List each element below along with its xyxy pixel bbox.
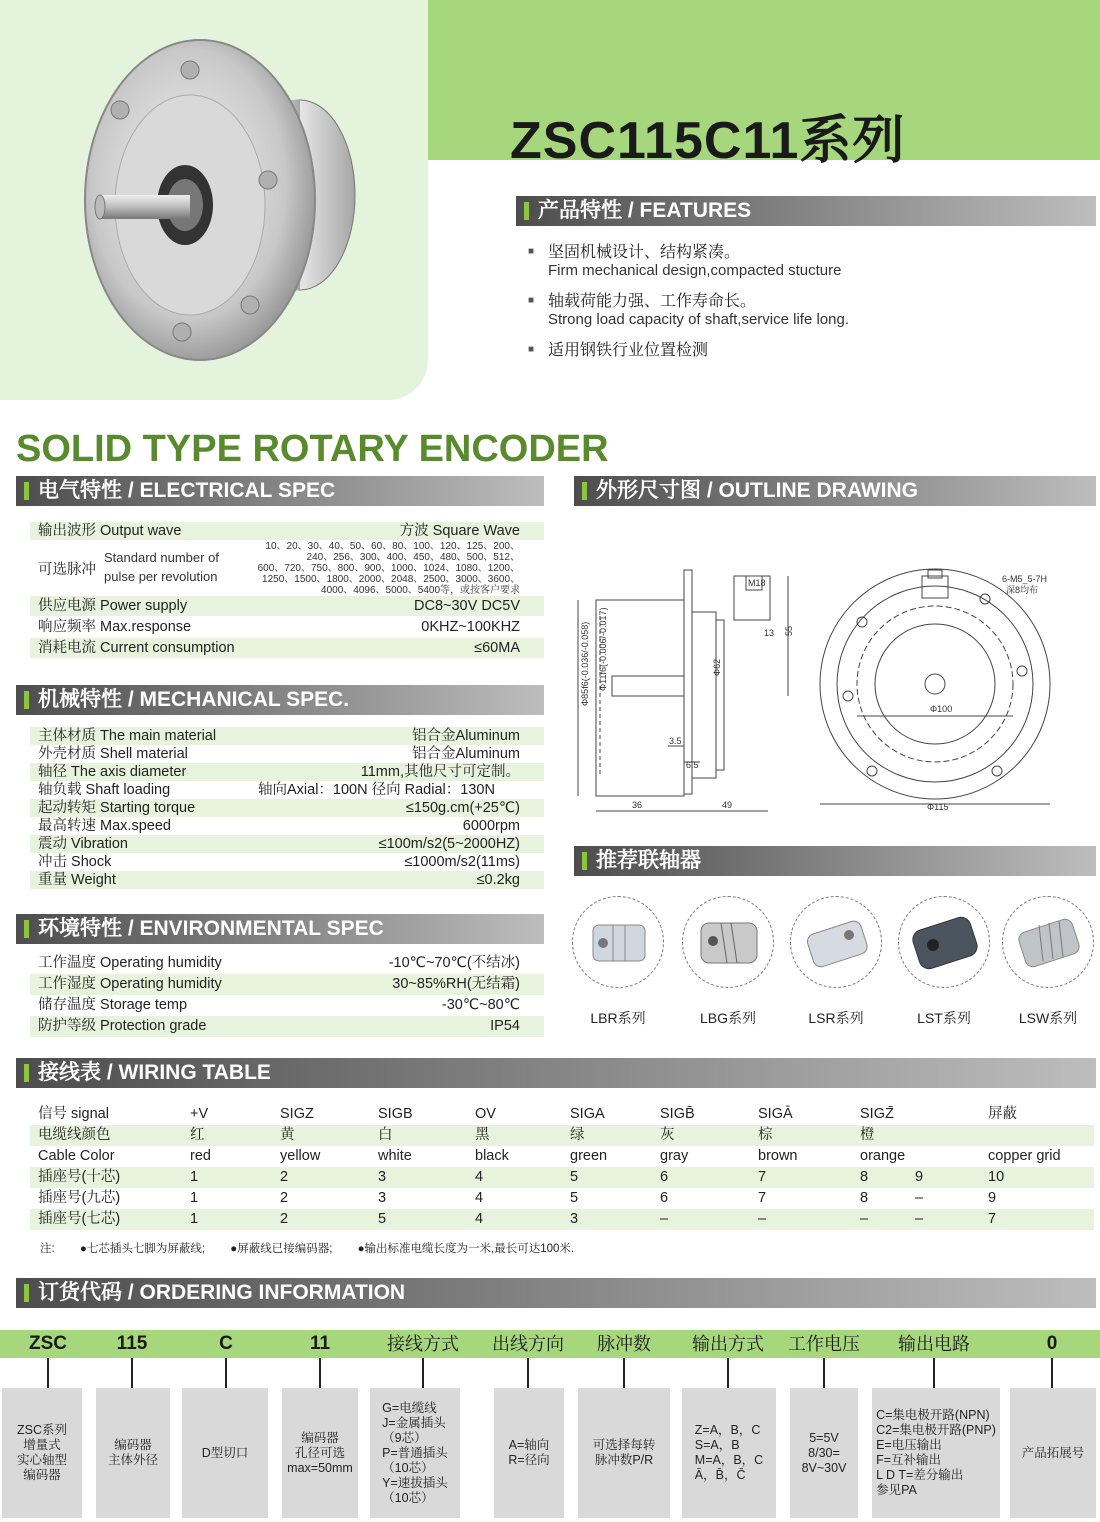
spec-value: IP54 xyxy=(490,1018,520,1034)
spec-row xyxy=(30,763,544,781)
wiring-row-label: 信号 signal xyxy=(38,1106,109,1122)
feature-item xyxy=(528,244,1088,279)
ordering-code: 11 xyxy=(309,1333,331,1354)
spec-row xyxy=(30,799,544,817)
wiring-cell: red xyxy=(190,1148,211,1164)
spec-label: 工作温度 Operating humidity xyxy=(38,955,222,971)
ordering-option-line: max=50mm xyxy=(287,1460,353,1475)
ordering-option-line: C2=集电极开路(PNP) xyxy=(876,1423,996,1437)
wiring-row xyxy=(30,1104,1094,1125)
wiring-cell: 4 xyxy=(475,1190,484,1206)
ordering-option-line: （10芯） xyxy=(382,1490,434,1505)
ordering-option-line: 主体外径 xyxy=(107,1453,158,1467)
ordering-option-line: ZSC系列 xyxy=(16,1423,67,1437)
wiring-cell: – xyxy=(758,1211,767,1227)
dim-holes-depth: 深8均布 xyxy=(1006,585,1039,595)
feature-cn: 坚固机械设计、结构紧凑。 xyxy=(548,244,741,261)
wiring-cell: 8 xyxy=(860,1169,869,1185)
coupling-image xyxy=(790,896,882,988)
wiring-cell: 1 xyxy=(190,1169,199,1185)
ordering-connector xyxy=(319,1358,321,1388)
ordering-option-line: D型切口 xyxy=(201,1445,249,1460)
wiring-cell: yellow xyxy=(280,1148,321,1164)
coupling-name: LST系列 xyxy=(917,1010,971,1026)
ordering-option-line: J=金属插头 xyxy=(382,1415,446,1430)
spec-label: 起动转矩 Starting torque xyxy=(38,800,196,816)
wiring-cell: 棕 xyxy=(758,1127,773,1143)
series-title: ZSC115C11系列 xyxy=(510,112,906,170)
wiring-cell: 黄 xyxy=(280,1127,295,1143)
dim-phi62: Φ62 xyxy=(712,658,722,676)
ordering-option-box xyxy=(182,1388,268,1518)
drawing-front-flange xyxy=(820,569,1050,799)
wiring-cell: brown xyxy=(758,1148,798,1164)
wiring-cell: 3 xyxy=(378,1190,387,1206)
wiring-cell: 4 xyxy=(475,1211,484,1227)
wiring-cell: 10 xyxy=(988,1169,1005,1185)
feature-cn: 轴载荷能力强、工作寿命长。 xyxy=(548,293,757,310)
spec-row xyxy=(30,995,544,1016)
coupling-name: LSR系列 xyxy=(808,1010,864,1026)
dim-36: 36 xyxy=(632,800,643,810)
pulse-values-line: 240、256、300、400、450、480、500、512、 xyxy=(306,552,520,563)
spec-label: 输出波形 Output wave xyxy=(38,523,182,539)
wiring-cell: green xyxy=(570,1148,608,1164)
wiring-row xyxy=(30,1209,1094,1230)
wiring-cell: 橙 xyxy=(860,1127,875,1143)
ordering-option-box xyxy=(1010,1388,1096,1518)
features-heading: 产品特性 / FEATURES xyxy=(516,196,1096,226)
wiring-cell: 7 xyxy=(988,1211,997,1227)
coupling-image xyxy=(898,896,990,988)
spec-row xyxy=(30,1016,544,1037)
wiring-cell: 2 xyxy=(280,1211,289,1227)
spec-value: 铝合金Aluminum xyxy=(412,746,520,762)
ordering-option-line: R=径向 xyxy=(508,1453,550,1467)
wiring-cell: 6 xyxy=(660,1169,669,1185)
ordering-code: 0 xyxy=(1046,1333,1058,1354)
ordering-connector xyxy=(1051,1358,1053,1388)
spec-value: 11mm,其他尺寸可定制。 xyxy=(360,764,520,780)
wiring-row-label: 插座号(七芯) xyxy=(38,1211,121,1227)
dim-holes: 6-M5_5-7H xyxy=(1002,574,1048,584)
wiring-cell: SIGA xyxy=(570,1106,605,1122)
spec-mid-value: 轴向Axial：100N 径向 Radial：130N xyxy=(258,782,495,798)
ordering-option-line: 编码器 xyxy=(23,1468,61,1482)
coupling-name: LSW系列 xyxy=(1018,1010,1078,1026)
ordering-option-line: （10芯） xyxy=(382,1460,434,1475)
feature-item xyxy=(528,342,1088,360)
wiring-cell: 绿 xyxy=(570,1127,585,1143)
ordering-option-line: 编码器 xyxy=(114,1438,152,1452)
dim-phi115: Φ115 xyxy=(927,802,949,812)
ordering-option-line: 8V~30V xyxy=(801,1460,847,1475)
ordering-connector xyxy=(933,1358,935,1388)
coupling-item xyxy=(894,896,994,1028)
pulse-values xyxy=(220,541,520,596)
coupling-item xyxy=(568,896,668,1028)
ordering-option-box xyxy=(2,1388,82,1518)
dim-6-5: 6.5 xyxy=(686,760,699,770)
ordering-option-box xyxy=(872,1388,1000,1518)
wiring-cell: 红 xyxy=(190,1127,205,1143)
pulse-label: 可选脉冲 xyxy=(38,562,96,578)
square-bullet-icon: ■ xyxy=(528,344,535,355)
spec-label: 主体材质 The main material xyxy=(38,728,217,744)
drawing-heading: 外形尺寸图 / OUTLINE DRAWING xyxy=(574,476,1096,506)
spec-row xyxy=(30,853,544,871)
coupling-image xyxy=(682,896,774,988)
note-item: ●输出标准电缆长度为一米,最长可达100米. xyxy=(357,1243,575,1255)
ordering-option-line: A=轴向 xyxy=(508,1438,550,1452)
spec-value: ≤60MA xyxy=(474,640,520,656)
dim-phi11: Φ11f6(-0.006/-0.017) xyxy=(598,607,608,691)
wiring-cell: – xyxy=(860,1211,869,1227)
square-bullet-icon: ■ xyxy=(528,295,535,306)
dim-phi100: Φ100 xyxy=(930,704,953,714)
mechanical-heading: 机械特性 / MECHANICAL SPEC. xyxy=(16,685,544,715)
square-bullet-icon: ■ xyxy=(528,246,535,257)
wiring-cell: 9 xyxy=(988,1190,997,1206)
ordering-option-box xyxy=(282,1388,358,1518)
spec-value: -10℃~70℃(不结冰) xyxy=(388,955,520,971)
coupling-item xyxy=(678,896,778,1028)
wiring-table xyxy=(30,1104,1094,1230)
feature-item xyxy=(528,293,1088,328)
spec-label: 储存温度 Storage temp xyxy=(38,997,188,1013)
ordering-option-line: 增量式 xyxy=(23,1438,61,1452)
environmental-heading: 环境特性 / ENVIRONMENTAL SPEC xyxy=(16,914,544,944)
ordering-heading: 订货代码 / ORDERING INFORMATION xyxy=(16,1278,1096,1308)
dim-49: 49 xyxy=(722,800,733,810)
environmental-table xyxy=(30,953,544,1037)
wiring-row-label: Cable Color xyxy=(38,1148,115,1164)
spec-row xyxy=(30,817,544,835)
spec-value: 0KHZ~100KHZ xyxy=(421,619,520,635)
wiring-cell: 1 xyxy=(190,1211,199,1227)
spec-label: 供应电源 Power supply xyxy=(38,598,188,614)
couplings-row xyxy=(568,896,1098,1036)
spec-row xyxy=(30,522,544,540)
spec-label: 防护等级 Protection grade xyxy=(38,1018,207,1034)
note-item: ●七芯插头七脚为屏蔽线; xyxy=(79,1243,206,1255)
spec-value: ≤1000m/s2(11ms) xyxy=(404,854,520,870)
wiring-cell: – xyxy=(915,1190,924,1206)
couplings-heading: 推荐联轴器 xyxy=(574,846,1096,876)
wiring-row xyxy=(30,1125,1094,1146)
wiring-cell: 5 xyxy=(378,1211,387,1227)
ordering-option-line: L D T=差分输出 xyxy=(876,1468,964,1482)
pulse-values-line: 4000、4096、5000、5400等，或按客户要求 xyxy=(321,585,520,596)
ordering-option-line: 可选择每转 xyxy=(592,1438,656,1452)
wiring-cell: 3 xyxy=(570,1211,579,1227)
spec-label: 轴负载 Shaft loading xyxy=(38,782,171,798)
ordering-option-line: 孔径可选 xyxy=(294,1445,345,1460)
ordering-code: 出线方向 xyxy=(492,1334,564,1354)
wiring-cell: 1 xyxy=(190,1190,199,1206)
ordering-code: 输出电路 xyxy=(898,1334,970,1354)
ordering-connector xyxy=(823,1358,825,1388)
spec-row xyxy=(30,781,544,799)
wiring-cell: 6 xyxy=(660,1190,669,1206)
ordering-code: 脉冲数 xyxy=(597,1334,651,1354)
pulse-values-line: 1250、1500、1800、2000、2048、2500、3000、3600、 xyxy=(262,574,520,585)
wiring-cell: orange xyxy=(860,1148,906,1164)
spec-value: DC8~30V DC5V xyxy=(414,598,520,614)
outline-drawing xyxy=(572,546,1092,818)
note-item: ●屏蔽线已接编码器; xyxy=(230,1243,333,1255)
wiring-row xyxy=(30,1188,1094,1209)
wiring-row xyxy=(30,1167,1094,1188)
spec-row xyxy=(30,727,544,745)
pulse-label-en: Standard number of pulse per revolution xyxy=(104,550,219,584)
ordering-option-line: 实心轴型 xyxy=(16,1453,67,1467)
wiring-row-label: 插座号(九芯) xyxy=(38,1190,121,1206)
wiring-cell: SIGĀ xyxy=(758,1106,793,1122)
ordering-option-box xyxy=(370,1388,460,1518)
spec-value: ≤150g.cm(+25℃) xyxy=(405,800,520,816)
ordering-option-line: 5=5V xyxy=(809,1430,839,1445)
coupling-item xyxy=(786,896,886,1028)
ordering-option-line: S=A，B xyxy=(694,1438,740,1452)
ordering-option-line: 8/30= xyxy=(808,1445,840,1460)
spec-label: 重量 Weight xyxy=(38,872,116,888)
ordering-code: 输出方式 xyxy=(692,1334,764,1354)
pulse-values-line: 10、20、30、40、50、60、80、100、120、125、200、 xyxy=(265,541,520,552)
spec-value: -30℃~80℃ xyxy=(441,997,520,1013)
ordering-connector xyxy=(727,1358,729,1388)
wiring-cell: 5 xyxy=(570,1190,579,1206)
wiring-cell: – xyxy=(660,1211,669,1227)
wiring-cell: OV xyxy=(475,1106,496,1122)
wiring-heading: 接线表 / WIRING TABLE xyxy=(16,1058,1096,1088)
ordering-connector xyxy=(422,1358,424,1388)
drawing-side-body xyxy=(596,600,684,796)
spec-row xyxy=(30,745,544,763)
dim-m18: M18 xyxy=(748,578,766,588)
wiring-cell: gray xyxy=(660,1148,689,1164)
note-label: 注: xyxy=(40,1243,55,1255)
pulse-values-line: 600、720、750、800、900、1000、1024、1080、1200、 xyxy=(257,563,520,574)
ordering-option-line: （9芯） xyxy=(382,1430,427,1445)
ordering-code: 工作电压 xyxy=(788,1334,860,1354)
ordering-option-box xyxy=(578,1388,670,1518)
spec-value: 铝合金Aluminum xyxy=(412,728,520,744)
coupling-name: LBR系列 xyxy=(590,1010,646,1026)
coupling-name: LBG系列 xyxy=(699,1010,756,1026)
coupling-image xyxy=(572,896,664,988)
wiring-cell: 2 xyxy=(280,1190,289,1206)
wiring-cell: copper grid xyxy=(988,1148,1061,1164)
spec-label: 冲击 Shock xyxy=(38,854,112,870)
feature-en: Strong load capacity of shaft,service life long. xyxy=(548,311,849,328)
wiring-cell: SIGZ xyxy=(280,1106,314,1122)
ordering-connector xyxy=(225,1358,227,1388)
spec-label: 轴径 The axis diameter xyxy=(38,764,187,780)
spec-row xyxy=(30,638,544,658)
spec-value: 6000rpm xyxy=(462,818,520,834)
spec-value: ≤0.2kg xyxy=(476,872,520,888)
ordering-option-line: Ā，B̄，C̄ xyxy=(694,1468,746,1482)
pulse-row xyxy=(30,540,544,596)
ordering-code: 接线方式 xyxy=(387,1334,459,1354)
ordering-option-line: Z=A，B，C xyxy=(694,1423,761,1437)
wiring-cell: 3 xyxy=(378,1169,387,1185)
ordering-option-line: 编码器 xyxy=(301,1430,339,1445)
ordering-option-line: E=电压输出 xyxy=(876,1438,942,1452)
wiring-cell: 2 xyxy=(280,1169,289,1185)
feature-en: Firm mechanical design,compacted stucture xyxy=(548,262,842,279)
ordering-code: ZSC xyxy=(29,1333,67,1354)
wiring-cell: SIGB xyxy=(378,1106,413,1122)
electrical-table xyxy=(30,522,544,658)
wiring-row xyxy=(30,1146,1094,1167)
dim-55: 55 xyxy=(784,625,794,636)
wiring-cell: white xyxy=(378,1148,412,1164)
ordering-option-box xyxy=(682,1388,776,1518)
ordering-option-line: M=A，B，C xyxy=(694,1453,764,1467)
wiring-cell: 8 xyxy=(860,1190,869,1206)
spec-label: 工作湿度 Operating humidity xyxy=(38,976,222,992)
ordering-option-line: 参见PA xyxy=(876,1483,917,1497)
wiring-cell: black xyxy=(475,1148,509,1164)
spec-row xyxy=(30,974,544,995)
wiring-cell: +V xyxy=(190,1106,209,1122)
spec-value: 30~85%RH(无结霜) xyxy=(392,976,520,992)
features-list xyxy=(528,244,1088,374)
feature-cn: 适用钢铁行业位置检测 xyxy=(548,342,709,359)
ordering-option-box xyxy=(96,1388,170,1518)
spec-label: 最高转速 Max.speed xyxy=(38,818,171,834)
spec-row xyxy=(30,953,544,974)
dim-13: 13 xyxy=(764,628,775,638)
spec-row xyxy=(30,871,544,889)
spec-row xyxy=(30,616,544,638)
spec-value: ≤100m/s2(5~2000HZ) xyxy=(378,836,520,852)
ordering-option-line: C=集电极开路(NPN) xyxy=(876,1408,990,1422)
spec-label: 外壳材质 Shell material xyxy=(38,746,188,762)
spec-label: 响应频率 Max.response xyxy=(38,619,192,635)
ordering-option-line: 产品拓展号 xyxy=(1021,1445,1085,1460)
spec-row xyxy=(30,835,544,853)
ordering-option-box xyxy=(494,1388,564,1518)
spec-value: 方波 Square Wave xyxy=(399,523,520,539)
wiring-cell: 5 xyxy=(570,1169,579,1185)
ordering-option-box xyxy=(790,1388,858,1518)
mechanical-table xyxy=(30,727,544,889)
encoder-product-image xyxy=(0,0,428,400)
wiring-row-label: 电缆线颜色 xyxy=(38,1127,111,1143)
ordering-connector xyxy=(527,1358,529,1388)
coupling-image xyxy=(1002,896,1094,988)
ordering-connector xyxy=(47,1358,49,1388)
ordering-code: C xyxy=(219,1333,233,1354)
ordering-option-line: G=电缆线 xyxy=(382,1400,437,1415)
spec-row xyxy=(30,596,544,616)
dim-phi85: Φ85f6(-0.036/-0.058) xyxy=(580,621,590,706)
ordering-connector xyxy=(623,1358,625,1388)
ordering-code: 115 xyxy=(116,1333,148,1354)
wiring-notes xyxy=(40,1240,596,1256)
ordering-option-line: 脉冲数P/R xyxy=(594,1453,654,1467)
wiring-cell: 黑 xyxy=(475,1127,490,1143)
dim-3-5: 3.5 xyxy=(669,736,682,746)
coupling-item xyxy=(998,896,1098,1028)
wiring-cell: 屏蔽 xyxy=(988,1106,1017,1122)
wiring-cell: 7 xyxy=(758,1169,767,1185)
electrical-heading: 电气特性 / ELECTRICAL SPEC xyxy=(16,476,544,506)
wiring-cell: – xyxy=(915,1211,924,1227)
spec-label: 震动 Vibration xyxy=(38,836,128,852)
ordering-option-line: F=互补输出 xyxy=(876,1453,942,1467)
ordering-option-line: P=普通插头 xyxy=(382,1445,448,1460)
spec-label: 消耗电流 Current consumption xyxy=(38,640,235,656)
wiring-cell: 4 xyxy=(475,1169,484,1185)
wiring-cell: 灰 xyxy=(660,1127,675,1143)
product-title: SOLID TYPE ROTARY ENCODER xyxy=(16,428,609,470)
ordering-connector xyxy=(131,1358,133,1388)
hero-panel xyxy=(0,0,428,400)
wiring-row-label: 插座号(十芯) xyxy=(38,1169,121,1185)
wiring-cell: 白 xyxy=(378,1127,393,1143)
wiring-cell: SIGZ̄ xyxy=(860,1106,894,1122)
wiring-cell: SIGB̄ xyxy=(660,1106,695,1122)
ordering-option-line: Y=速拔插头 xyxy=(382,1475,448,1490)
wiring-cell: 7 xyxy=(758,1190,767,1206)
wiring-cell: 9 xyxy=(915,1169,924,1185)
